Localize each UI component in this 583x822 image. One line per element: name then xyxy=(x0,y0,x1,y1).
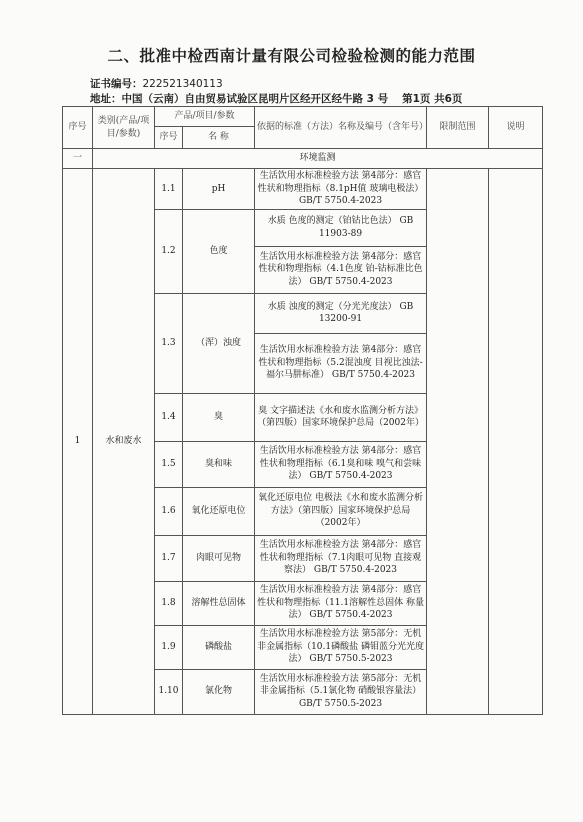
item-no: 1.9 xyxy=(155,625,183,669)
header-standard: 依据的标准（方法）名称及编号（含年号） xyxy=(255,107,427,149)
item-no: 1.4 xyxy=(155,393,183,441)
item-no: 1.7 xyxy=(155,535,183,581)
capability-table xyxy=(62,106,543,715)
item-standard: 水质 浊度的测定（分光光度法） GB 13200-91 xyxy=(255,293,427,333)
item-no: 1.3 xyxy=(155,293,183,393)
item-no: 1.6 xyxy=(155,487,183,535)
limit-cell xyxy=(427,169,489,715)
item-name: 色度 xyxy=(183,209,255,293)
item-standard: 生活饮用水标准检验方法 第5部分：无机非金属指标（10.1磷酸盐 磷钼蓝分光光度法） GB/T 5750.5-2023 xyxy=(255,625,427,669)
page-indicator: 第1页 共6页 xyxy=(402,93,463,105)
item-name: 溶解性总固体 xyxy=(183,581,255,625)
document-title: 二、批准中检西南计量有限公司检验检测的能力范围 xyxy=(107,47,476,65)
item-no: 1.2 xyxy=(155,209,183,293)
header-limit: 限制范围 xyxy=(427,107,489,149)
item-name: pH xyxy=(183,169,255,210)
header-name: 名 称 xyxy=(183,127,255,149)
item-standard: 生活饮用水标准检验方法 第4部分：感官性状和物理指标（4.1色度 铂-钴标准比色法） GB/T 5750.4-2023 xyxy=(255,246,427,293)
group-seq: 1 xyxy=(63,169,93,715)
header-sub-seq: 序号 xyxy=(155,127,183,149)
item-no: 1.10 xyxy=(155,669,183,714)
header-category: 类别(产品/项目/参数) xyxy=(93,107,155,149)
item-standard: 生活饮用水标准检验方法 第4部分：感官性状和物理指标（7.1肉眼可见物 直接观察法） GB/T 5750.4-2023 xyxy=(255,535,427,581)
section-seq: 一 xyxy=(63,149,93,169)
item-standard: 生活饮用水标准检验方法 第4部分：感官性状和物理指标（5.2混浊度 目视比浊法-福尔马肼标准） GB/T 5750.4-2023 xyxy=(255,333,427,393)
item-name: 磷酸盐 xyxy=(183,625,255,669)
item-name: 氧化还原电位 xyxy=(183,487,255,535)
address-label: 地址： xyxy=(90,93,122,105)
item-standard: 水质 色度的测定（铂钴比色法） GB 11903-89 xyxy=(255,209,427,246)
certificate-line xyxy=(90,76,223,91)
item-standard: 氧化还原电位 电极法《水和废水监测分析方法》（第四版）国家环境保护总局（2002年） xyxy=(255,487,427,535)
item-standard: 生活饮用水标准检验方法 第4部分：感官性状和物理指标（11.1溶解性总固体 称量法） GB/T 5750.4-2023 xyxy=(255,581,427,625)
item-standard: 生活饮用水标准检验方法 第4部分：感官性状和物理指标（6.1臭和味 嗅气和尝味法） GB/T 5750.4-2023 xyxy=(255,441,427,487)
address-line xyxy=(90,91,462,106)
item-no: 1.8 xyxy=(155,581,183,625)
note-cell xyxy=(489,169,543,715)
item-name: 臭 xyxy=(183,393,255,441)
header-seq: 序号 xyxy=(63,107,93,149)
header-product-group: 产品/项目/参数 xyxy=(155,107,255,127)
group-category: 水和废水 xyxy=(93,169,155,715)
item-name: （浑）浊度 xyxy=(183,293,255,393)
address-text: 中国（云南）自由贸易试验区昆明片区经开区经牛路 3 号 xyxy=(121,93,389,105)
certificate-number: 222521340113 xyxy=(142,78,223,90)
item-standard: 生活饮用水标准检验方法 第5部分：无机非金属指标（5.1氯化物 硝酸银容量法） GB/T 5750.5-2023 xyxy=(255,669,427,714)
item-name: 肉眼可见物 xyxy=(183,535,255,581)
table-row xyxy=(63,169,543,210)
item-name: 氯化物 xyxy=(183,669,255,714)
section-title: 环境监测 xyxy=(93,149,543,169)
section-row xyxy=(63,149,543,169)
item-no: 1.5 xyxy=(155,441,183,487)
item-no: 1.1 xyxy=(155,169,183,210)
item-standard: 生活饮用水标准检验方法 第4部分：感官性状和物理指标（8.1pH值 玻璃电极法） GB/T 5750.4-2023 xyxy=(255,169,427,210)
certificate-label: 证书编号： xyxy=(90,78,143,90)
item-name: 臭和味 xyxy=(183,441,255,487)
item-standard: 臭 文字描述法《水和废水监测分析方法》（第四版）国家环境保护总局（2002年） xyxy=(255,393,427,441)
header-note: 说明 xyxy=(489,107,543,149)
